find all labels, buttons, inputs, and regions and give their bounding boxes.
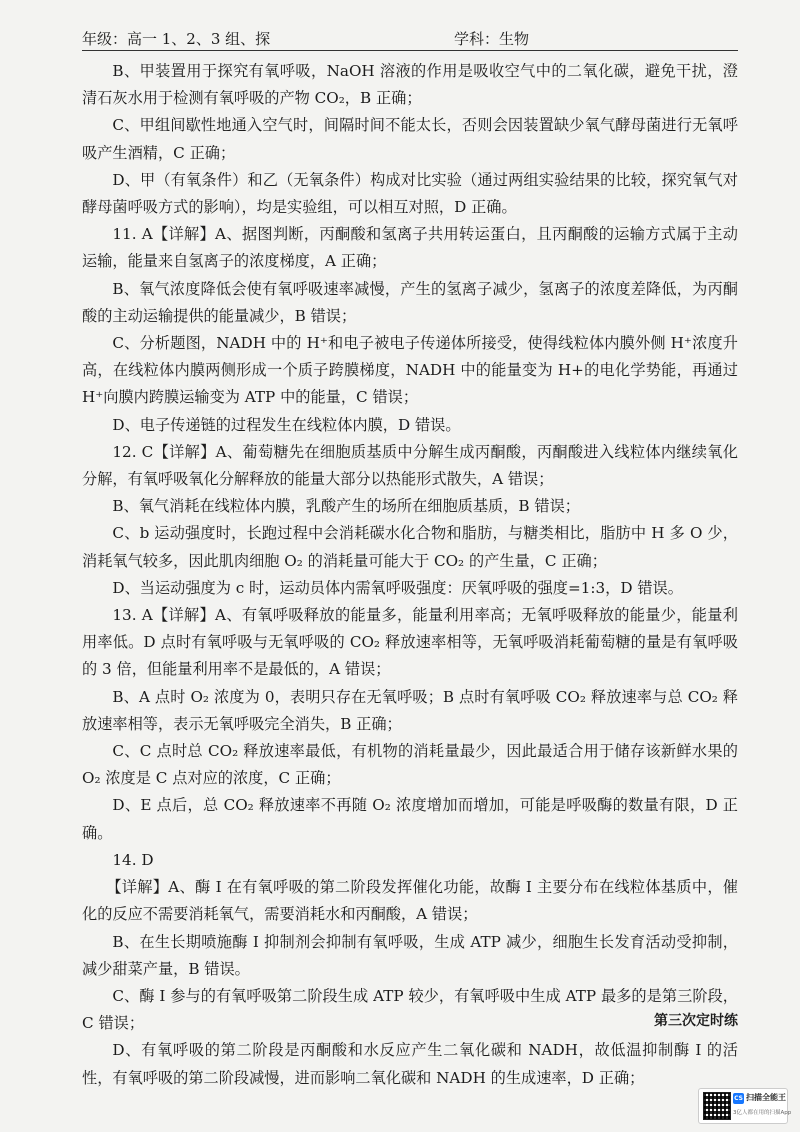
- page-header: [82, 26, 738, 51]
- subject-label: 学科：生物: [454, 30, 530, 48]
- answer-paragraph: C、b 运动强度时，长跑过程中会消耗碳水化合物和脂肪，与糖类相比，脂肪中 H 多 O 少，消耗氧气较多，因此肌肉细胞 O₂ 的消耗量可能大于 CO₂ 的产生量，C 正确；: [82, 524, 738, 570]
- scanner-tagline: 3亿人都在用的扫描App: [733, 1110, 792, 1116]
- answer-paragraph: D、有氧呼吸的第二阶段是丙酮酸和水反应产生二氧化碳和 NADH，故低温抑制酶 I 的活性，有氧呼吸的第二阶段减慢，进而影响二氧化碳和 NADH 的生成速率，D 正确；: [82, 1041, 738, 1087]
- answer-paragraph: C、甲组间歇性地通入空气时，间隔时间不能太长，否则会因装置缺少氧气酵母菌进行无氧呼吸产生酒精，C 正确；: [82, 116, 738, 162]
- answer-paragraph: C、分析题图，NADH 中的 H⁺和电子被电子传递体所接受，使得线粒体内膜外侧 H⁺浓度升高，在线粒体内膜两侧形成一个质子跨膜梯度，NADH 中的能量变为 H+的电化学势能，再通过 H⁺向膜内跨膜运输变为 ATP 中的能量，C 错误；: [82, 334, 738, 407]
- camscanner-logo: CS: [734, 1095, 743, 1102]
- answer-paragraph: B、氧气浓度降低会使有氧呼吸速率减慢，产生的氢离子减少，氢离子的浓度差降低，为丙酮酸的主动运输提供的能量减少，B 错误；: [82, 279, 738, 325]
- answer-paragraph: 14. D: [112, 850, 154, 869]
- answer-paragraph: 【详解】A、酶 I 在有氧呼吸的第二阶段发挥催化功能，故酶 I 主要分布在线粒体基质中，催化的反应不需要消耗氧气，需要消耗水和丙酮酸，A 错误；: [82, 878, 738, 924]
- scanner-watermark: [698, 1088, 792, 1124]
- answer-paragraph: B、在生长期喷施酶 I 抑制剂会抑制有氧呼吸，生成 ATP 减少，细胞生长发育活动受抑制，减少甜菜产量，B 错误。: [82, 932, 738, 978]
- scanner-name: 扫描全能王: [746, 1093, 786, 1102]
- grade-label: 年级：高一 1、2、3 组、探: [82, 30, 271, 48]
- answer-paragraph: D、甲（有氧条件）和乙（无氧条件）构成对比实验（通过两组实验结果的比较，探究氧气对酵母菌呼吸方式的影响），均是实验组，可以相互对照，D 正确。: [82, 170, 738, 217]
- footer-label: 第三次定时练: [654, 1013, 738, 1029]
- answer-paragraph: B、A 点时 O₂ 浓度为 0，表明只存在无氧呼吸；B 点时有氧呼吸 CO₂ 释放速率与总 CO₂ 释放速率相等，表示无氧呼吸完全消失，B 正确；: [82, 687, 738, 733]
- answer-paragraph: C、C 点时总 CO₂ 释放速率最低，有机物的消耗量最少，因此最适合用于储存该新鲜水果的 O₂ 浓度是 C 点对应的浓度，C 正确；: [82, 742, 738, 788]
- answer-paragraph: B、氧气消耗在线粒体内膜，乳酸产生的场所在细胞质基质，B 错误；: [112, 497, 580, 516]
- answer-paragraph: 12. C【详解】A、葡萄糖先在细胞质基质中分解生成丙酮酸，丙酮酸进入线粒体内继续氧化分解，有氧呼吸氧化分解释放的能量大部分以热能形式散失，A 错误；: [82, 442, 738, 489]
- qr-code-icon: [703, 1092, 731, 1120]
- answer-content: [82, 58, 738, 1092]
- answer-paragraph: D、电子传递链的过程发生在线粒体内膜，D 错误。: [112, 415, 461, 434]
- answer-paragraph: 13. A【详解】A、有氧呼吸释放的能量多，能量利用率高；无氧呼吸释放的能量少，能量利用率低。D 点时有氧呼吸与无氧呼吸的 CO₂ 释放速率相等，无氧呼吸消耗葡萄糖的量是有氧呼吸的 3 倍，但能量利用率不是最低的，A 错误；: [82, 606, 738, 679]
- answer-paragraph: B、甲装置用于探究有氧呼吸，NaOH 溶液的作用是吸收空气中的二氧化碳，避免干扰，澄清石灰水用于检测有氧呼吸的产物 CO₂，B 正确；: [82, 62, 738, 108]
- answer-paragraph: D、E 点后，总 CO₂ 释放速率不再随 O₂ 浓度增加而增加，可能是呼吸酶的数量有限，D 正确。: [82, 796, 738, 842]
- answer-paragraph: D、当运动强度为 c 时，运动员体内需氧呼吸强度：厌氧呼吸的强度=1:3，D 错误。: [112, 578, 683, 597]
- answer-paragraph: C、酶 I 参与的有氧呼吸第二阶段生成 ATP 较少，有氧呼吸中生成 ATP 最多的是第三阶段，C 错误；: [82, 986, 738, 1033]
- answer-paragraph: 11. A【详解】A、据图判断，丙酮酸和氢离子共用转运蛋白，且丙酮酸的运输方式属于主动运输，能量来自氢离子的浓度梯度，A 正确；: [82, 225, 738, 271]
